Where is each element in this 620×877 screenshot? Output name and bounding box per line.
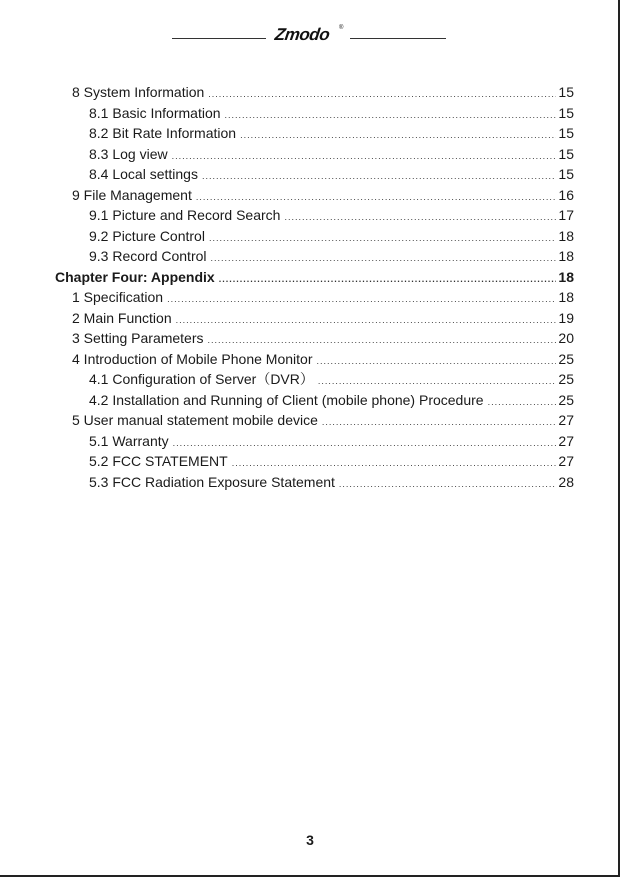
toc-dot-leader	[318, 371, 557, 391]
toc-entry-title: 4.1 Configuration of Server（DVR）	[89, 371, 314, 387]
page-number: 3	[306, 832, 314, 848]
toc-entry[interactable]	[72, 308, 574, 328]
toc-entry-page: 15	[558, 145, 574, 162]
toc-entry[interactable]	[89, 451, 574, 471]
toc-dot-leader	[240, 125, 556, 145]
toc-entry-title: 9 File Management	[72, 186, 192, 203]
toc-dot-leader	[209, 228, 556, 248]
toc-entry[interactable]	[89, 144, 574, 164]
toc-entry-title: 1 Specification	[72, 289, 164, 305]
toc-entry-page: 15	[558, 166, 574, 182]
toc-entry[interactable]	[89, 164, 574, 184]
toc-dot-leader	[488, 392, 557, 412]
toc-entry[interactable]	[89, 431, 574, 451]
toc-chapter-entry[interactable]	[55, 267, 574, 287]
page-header	[0, 22, 620, 50]
toc-entry-page: 16	[558, 186, 574, 203]
toc-dot-leader	[219, 269, 557, 289]
toc-entry-page: 27	[558, 412, 574, 428]
toc-entry-title: 8.1 Basic Information	[89, 104, 221, 121]
toc-entry-title: 8.2 Bit Rate Information	[89, 125, 237, 141]
toc-entry-page: 19	[558, 309, 574, 326]
toc-entry-title: 8 System Information	[72, 84, 205, 100]
toc-entry[interactable]	[89, 205, 574, 225]
toc-entry[interactable]	[72, 349, 574, 369]
toc-entry-title: 9.2 Picture Control	[89, 227, 205, 244]
toc-entry-title: 5 User manual statement mobile device	[72, 412, 318, 428]
toc-entry[interactable]	[72, 410, 574, 430]
toc-entry-page: 18	[558, 268, 574, 285]
toc-entry-title: 5.3 FCC Radiation Exposure Statement	[89, 473, 335, 490]
toc-entry-page: 27	[558, 432, 574, 449]
header-rule-right	[350, 38, 446, 39]
toc-entry-page: 27	[558, 453, 574, 469]
toc-entry[interactable]	[89, 369, 574, 389]
toc-entry-page: 17	[558, 207, 574, 223]
toc-dot-leader	[339, 474, 557, 494]
toc-dot-leader	[196, 187, 557, 207]
toc-dot-leader	[225, 105, 557, 125]
toc-dot-leader	[208, 330, 557, 350]
toc-entry-title: Chapter Four: Appendix	[55, 268, 215, 285]
brand-logo: Zmodo	[273, 25, 331, 44]
toc-entry[interactable]	[72, 185, 574, 205]
toc-entry-page: 18	[558, 289, 574, 305]
toc-entry[interactable]	[72, 82, 574, 102]
toc-entry-title: 4.2 Installation and Running of Client (mobile phone) Procedure	[89, 391, 484, 408]
toc-entry-title: 8.3 Log view	[89, 145, 168, 162]
toc-entry[interactable]	[89, 390, 574, 410]
toc-dot-leader	[316, 351, 556, 371]
toc-entry-title: 5.1 Warranty	[89, 432, 169, 449]
toc-entry-page: 15	[558, 125, 574, 141]
toc-entry-page: 25	[558, 391, 574, 408]
toc-entry[interactable]	[89, 246, 574, 266]
toc-entry-title: 9.3 Record Control	[89, 248, 207, 264]
toc-dot-leader	[167, 289, 556, 309]
toc-entry-page: 15	[558, 104, 574, 121]
toc-entry-page: 25	[558, 350, 574, 367]
toc-entry-page: 25	[558, 371, 574, 387]
toc-entry-title: 2 Main Function	[72, 309, 172, 326]
toc-entry-title: 5.2 FCC STATEMENT	[89, 453, 228, 469]
toc-dot-leader	[322, 412, 557, 432]
toc-entry-page: 18	[558, 227, 574, 244]
toc-entry-title: 3 Setting Parameters	[72, 330, 204, 346]
toc-entry-title: 9.1 Picture and Record Search	[89, 207, 281, 223]
toc-dot-leader	[211, 248, 557, 268]
toc-entry-title: 4 Introduction of Mobile Phone Monitor	[72, 350, 313, 367]
toc-entry-page: 20	[558, 330, 574, 346]
toc-dot-leader	[284, 207, 556, 227]
toc-dot-leader	[202, 166, 556, 186]
toc-entry-page: 28	[558, 473, 574, 490]
toc-dot-leader	[208, 84, 556, 104]
toc-dot-leader	[173, 433, 557, 453]
toc-dot-leader	[232, 453, 557, 473]
toc-entry-page: 15	[558, 84, 574, 100]
toc-dot-leader	[172, 146, 557, 166]
toc-entry-title: 8.4 Local settings	[89, 166, 198, 182]
toc-entry[interactable]	[72, 287, 574, 307]
toc-dot-leader	[176, 310, 557, 330]
toc-entry[interactable]	[89, 123, 574, 143]
header-rule-left	[172, 38, 266, 39]
toc-entry-page: 18	[558, 248, 574, 264]
toc-entry[interactable]	[89, 226, 574, 246]
registered-mark: ®	[339, 25, 344, 31]
toc-entry[interactable]	[89, 472, 574, 492]
toc-entry[interactable]	[89, 103, 574, 123]
toc-entry[interactable]	[72, 328, 574, 348]
